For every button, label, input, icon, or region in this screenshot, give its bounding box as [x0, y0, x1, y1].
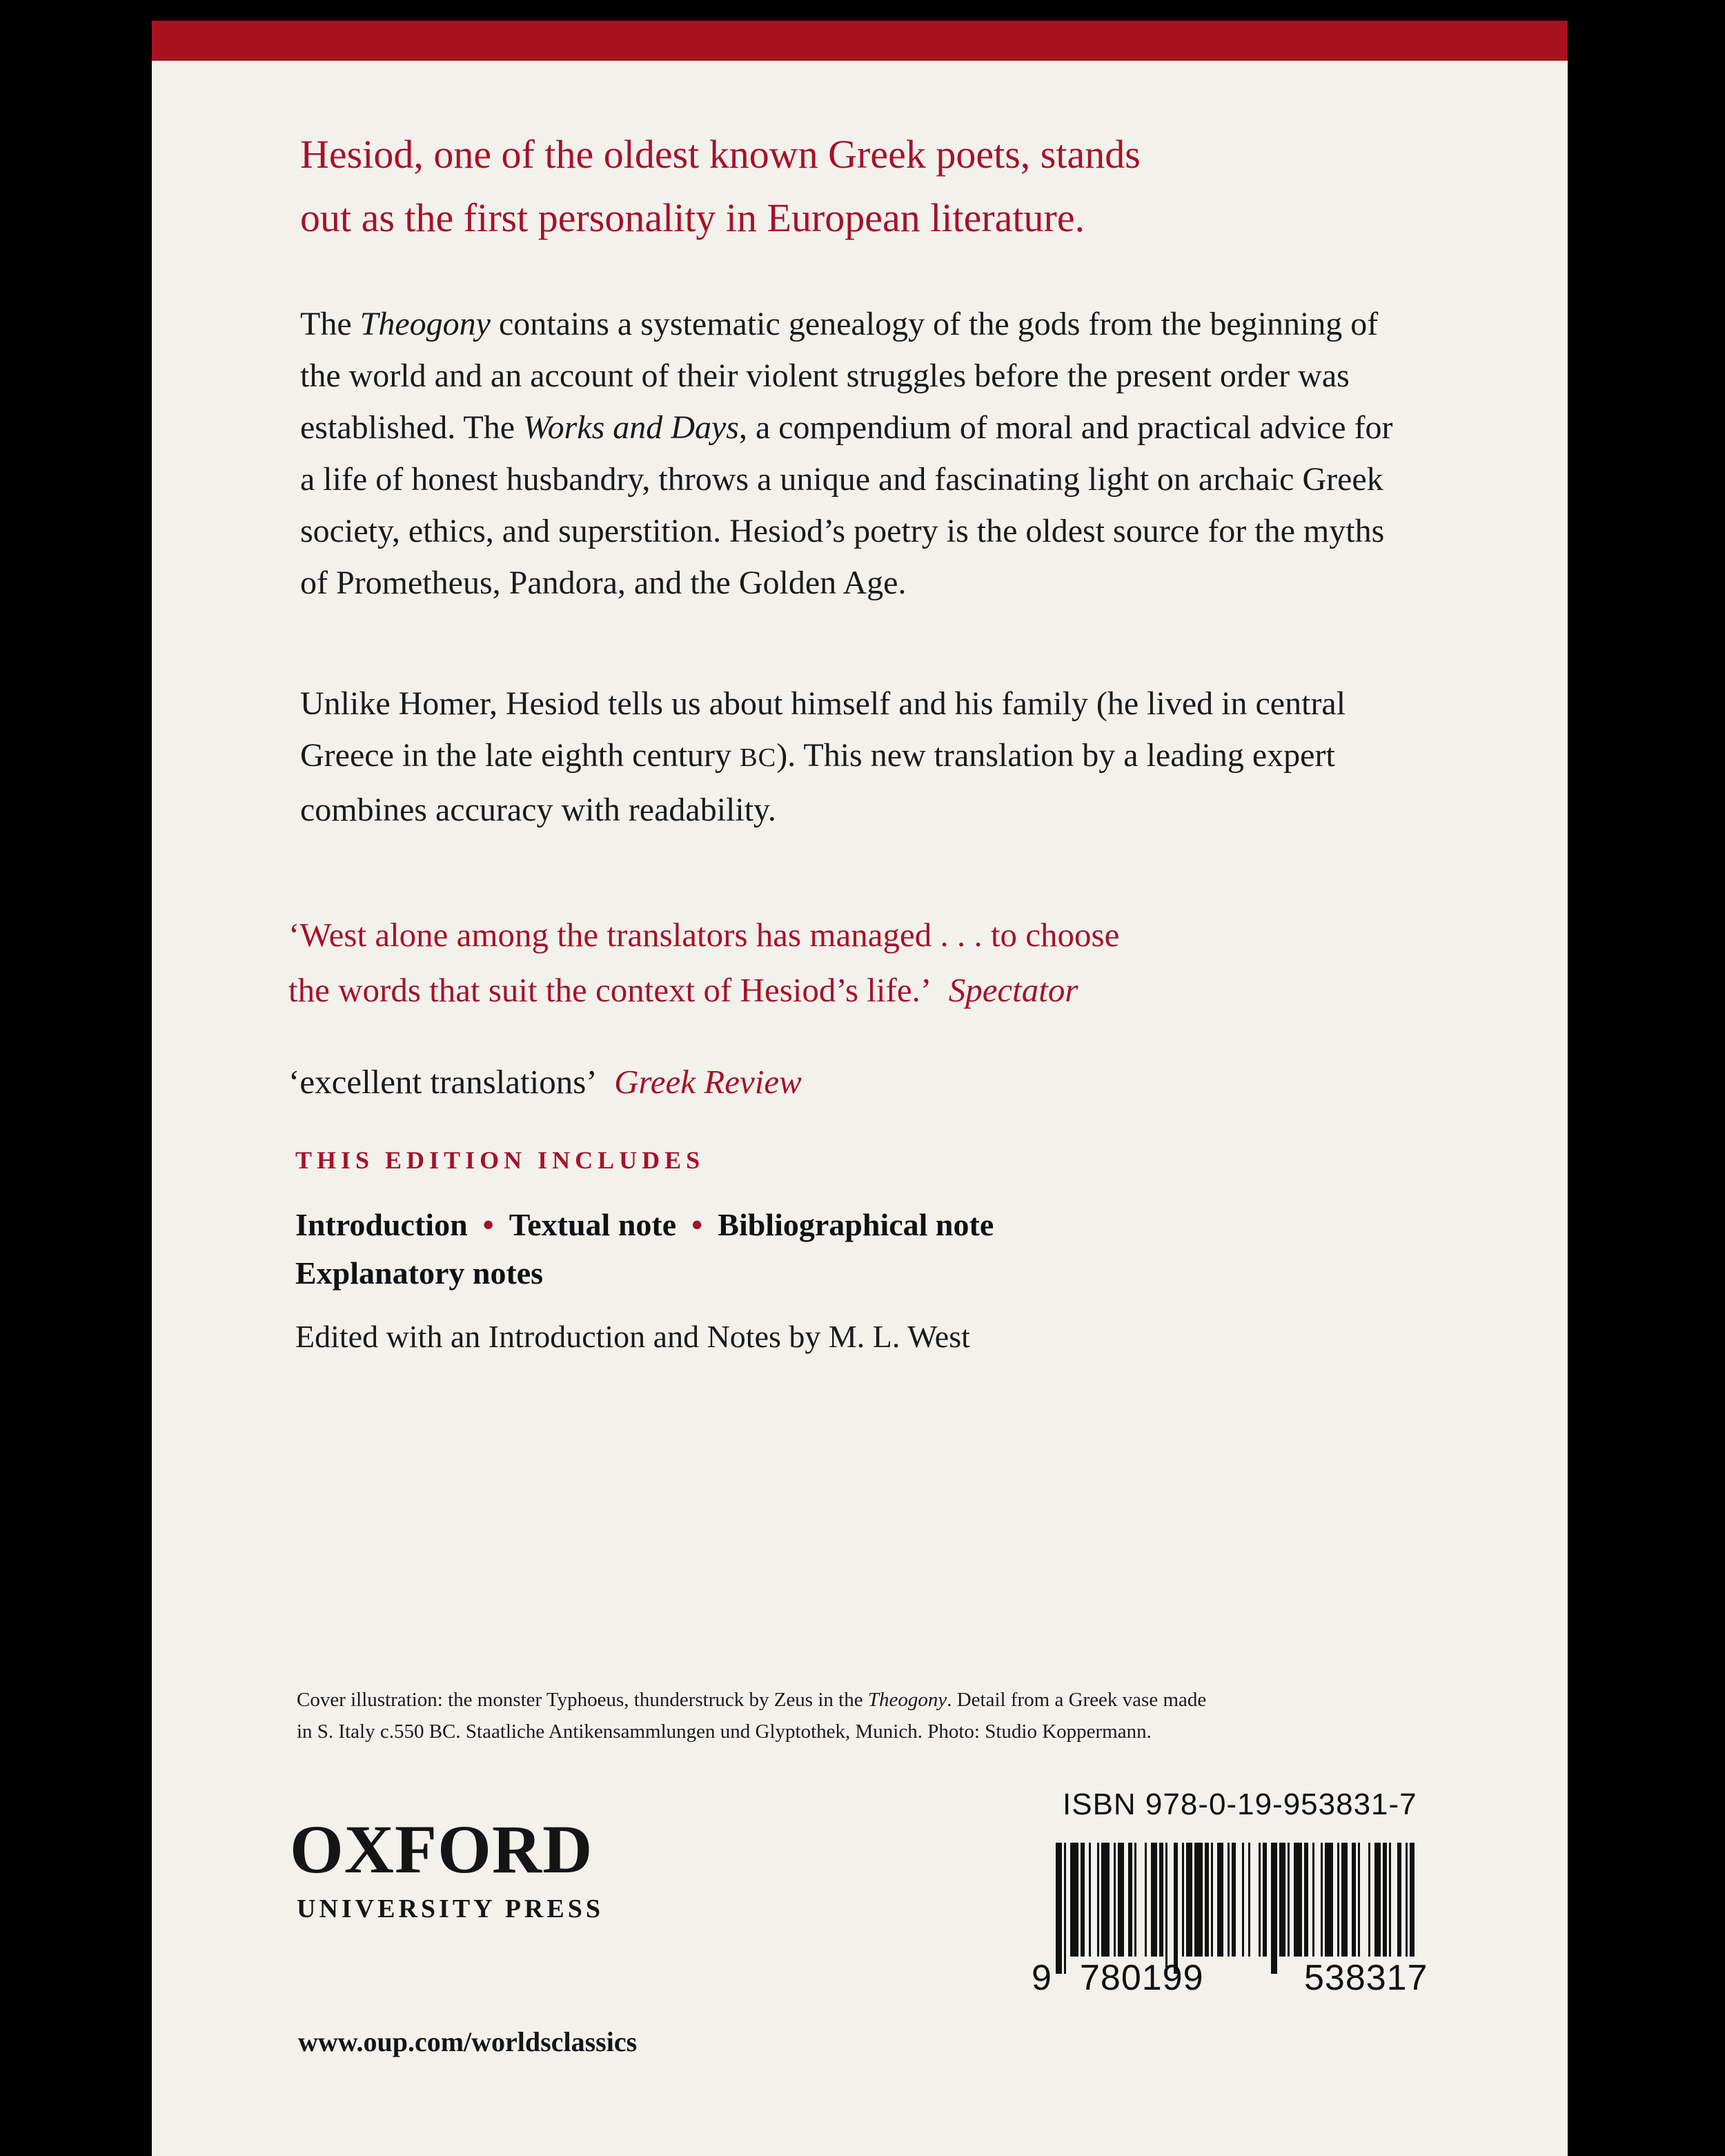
barcode-bar	[1182, 1843, 1184, 1957]
review-quote-greek-review	[288, 1055, 1395, 1110]
barcode-bar	[1406, 1843, 1408, 1957]
book-back-cover	[152, 21, 1568, 2156]
barcode-bar	[1341, 1843, 1348, 1957]
barcode-bar	[1089, 1843, 1091, 1957]
p1-text-2: contains a systematic genealogy of the gods from the beginning of the world and an account of their violent struggles before the present order was established. The	[300, 306, 1379, 446]
barcode-bar	[1271, 1843, 1277, 1974]
p2-text-2: ). This new translation by a leading expert combines accuracy with readability.	[300, 737, 1335, 828]
barcode-bar	[1217, 1843, 1223, 1957]
review-quote-spectator	[288, 908, 1395, 1018]
lead-statement	[300, 123, 1395, 250]
barcode-bar	[1259, 1843, 1261, 1957]
barcode-bar	[1114, 1843, 1116, 1957]
barcode-bar	[1205, 1843, 1209, 1957]
barcode-bar	[1186, 1843, 1192, 1957]
barcode-bar	[1151, 1843, 1157, 1957]
barcode-bar	[1097, 1843, 1099, 1957]
includes-heading: THIS EDITION INCLUDES	[295, 1146, 705, 1174]
barcode-bar	[1410, 1843, 1414, 1957]
barcode-bar	[1304, 1843, 1308, 1957]
include-item-bibliographical-note: Bibliographical note	[718, 1207, 994, 1242]
description-paragraph-2	[300, 678, 1395, 836]
barcode-bar	[1145, 1843, 1147, 1957]
description-paragraph-1	[300, 298, 1395, 609]
oxford-logo	[290, 1811, 604, 1924]
barcode-right-digits: 538317	[1304, 1958, 1428, 1998]
p1-title-theogony: Theogony	[359, 306, 491, 342]
p2-era-bc: BC	[740, 743, 777, 772]
credit-text-2: . Detail from a Greek vase made	[947, 1689, 1207, 1711]
quote-1-line-1: ‘West alone among the translators has managed . . . to choose	[288, 916, 1120, 954]
barcode-bar	[1056, 1843, 1062, 1974]
barcode-bar	[1288, 1843, 1290, 1957]
p1-title-works-and-days: Works and Days	[523, 409, 739, 446]
barcode-bar	[1368, 1843, 1370, 1957]
barcode-bar	[1389, 1843, 1391, 1957]
publisher-url[interactable]: www.oup.com/worldsclassics	[298, 2026, 638, 2057]
barcode-bar	[1159, 1843, 1163, 1957]
barcode-bar	[1064, 1843, 1066, 1974]
quote-2-text: ‘excellent translations’	[288, 1063, 598, 1101]
lead-line-1: Hesiod, one of the oldest known Greek poets, stands	[300, 132, 1141, 177]
barcode-bar	[1174, 1843, 1178, 1974]
p1-text-3: , a compendium of moral and practical advice for a life of honest husbandry, throws a unique and fascinating light on archaic Greek society, ethics, and superstition. Hesiod’s poetry is the oldest source for the myths of Prometheus, Pandora, and the Golden Age.	[300, 409, 1393, 601]
barcode-bar	[1263, 1843, 1267, 1957]
barcode-bar	[1070, 1843, 1078, 1957]
barcode-bar	[1128, 1843, 1132, 1957]
barcode-bar	[1279, 1843, 1285, 1957]
barcode-bar	[1211, 1843, 1213, 1957]
barcode-bar	[1081, 1843, 1085, 1957]
barcode-bar	[1248, 1843, 1250, 1957]
barcode-bar	[1232, 1843, 1236, 1957]
barcode-bar	[1242, 1843, 1244, 1957]
isbn-barcode	[1028, 1787, 1568, 2015]
barcode-left-digits: 780199	[1080, 1958, 1204, 1998]
barcode-bar	[1165, 1843, 1167, 1974]
barcode-bar	[1194, 1843, 1203, 1957]
includes-list	[295, 1201, 1395, 1297]
publisher-subtitle: UNIVERSITY PRESS	[297, 1894, 604, 1923]
quote-1-source: Spectator	[948, 971, 1078, 1009]
barcode-first-digit: 9	[1032, 1958, 1052, 1998]
barcode-bars	[1056, 1843, 1414, 1974]
include-item-introduction: Introduction	[295, 1207, 468, 1242]
barcode-bar	[1312, 1843, 1314, 1957]
credit-text-1: Cover illustration: the monster Typhoeus, thunderstruck by Zeus in the	[297, 1689, 868, 1711]
editor-credit: Edited with an Introduction and Notes by M. L. West	[295, 1319, 970, 1354]
top-red-band	[152, 21, 1568, 61]
include-item-textual-note: Textual note	[509, 1207, 677, 1242]
quote-1-line-2: the words that suit the context of Hesiod’s life.’	[288, 971, 932, 1009]
cover-illustration-credit	[297, 1684, 1423, 1747]
p2-text-1: Unlike Homer, Hesiod tells us about himself and his family (he lived in central Greece in the late eighth century	[300, 685, 1346, 774]
barcode-bar	[1358, 1843, 1360, 1957]
barcode-bar	[1228, 1843, 1230, 1957]
p1-text-1: The	[300, 306, 360, 342]
barcode-bar	[1294, 1843, 1302, 1957]
barcode-bar	[1337, 1843, 1339, 1957]
barcode-bar	[1101, 1843, 1110, 1957]
include-item-explanatory-notes: Explanatory notes	[295, 1255, 544, 1291]
barcode-bar	[1383, 1843, 1387, 1957]
barcode-bar	[1118, 1843, 1124, 1957]
barcode-bar	[1397, 1843, 1401, 1957]
barcode-bar	[1321, 1843, 1323, 1957]
quote-2-source: Greek Review	[614, 1063, 802, 1101]
bullet-dot: •	[691, 1207, 703, 1242]
credit-title-theogony: Theogony	[867, 1689, 947, 1711]
barcode-bar	[1352, 1843, 1356, 1957]
barcode-bar	[1374, 1843, 1381, 1957]
credit-line-2: in S. Italy c.550 BC. Staatliche Antikensammlungen und Glyptothek, Munich. Photo: Studio Koppermann.	[297, 1721, 1152, 1743]
lead-line-2: out as the first personality in European literature.	[300, 195, 1085, 240]
barcode-bar	[1325, 1843, 1333, 1957]
isbn-label: ISBN 978-0-19-953831-7	[1063, 1787, 1417, 1821]
bullet-dot: •	[482, 1207, 494, 1242]
publisher-name: OXFORD	[290, 1811, 593, 1888]
barcode-bar	[1134, 1843, 1136, 1957]
